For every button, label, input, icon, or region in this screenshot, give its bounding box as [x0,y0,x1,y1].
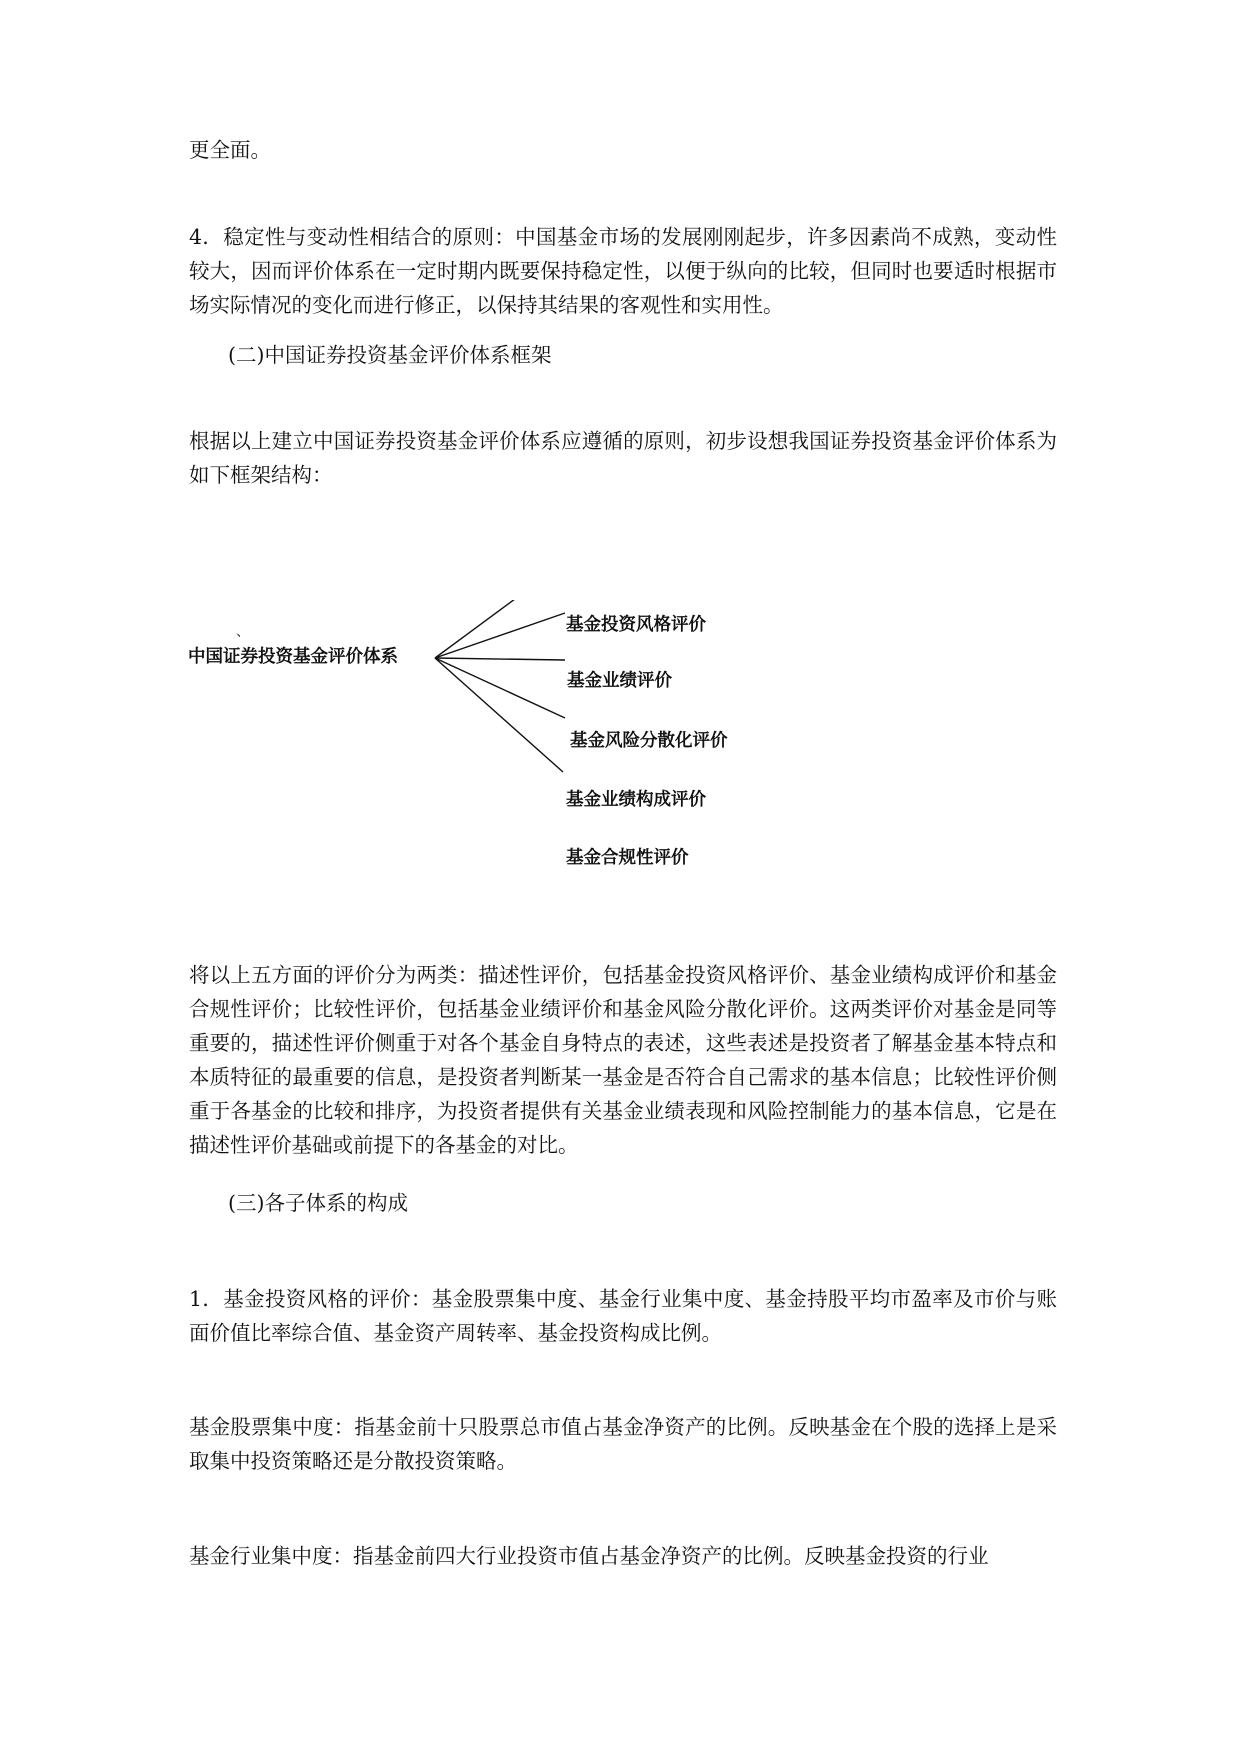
branch-line-2 [435,613,565,658]
branch-line-4 [435,658,565,718]
paragraph-continuation: 更全面。 [189,138,271,162]
section-heading-3: (三)各子体系的构成 [228,1191,408,1215]
paragraph-item-1: 1．基金投资风格的评价：基金股票集中度、基金行业集中度、基金持股平均市盈率及市价与账面价值比率综合值、基金资产周转率、基金投资构成比例。 [189,1287,1057,1345]
branch-line-5 [435,658,563,772]
branch-label-risk-diversification: 基金风险分散化评价 [570,731,728,751]
paragraph-two-categories: 将以上五方面的评价分为两类：描述性评价，包括基金投资风格评价、基金业绩构成评价和基金合规性评价；比较性评价，包括基金业绩评价和基金风险分散化评价。这两类评价对基金是同等重要的，描述性评价侧重于对各个基金自身特点的表述，这些表述是投资者了解基金基本特点和本质特征的最重要的信息，是投资者判断某一基金是否符合自己需求的基本信息；比较性评价侧重于各基金的比较和排序，为投资者提供有关基金业绩表现和风险控制能力的基本信息，它是在描述性评价基础或前提下的各基金的对比。 [189,963,1057,1157]
stray-mark: 、 [236,624,250,640]
section-heading-2: (二)中国证券投资基金评价体系框架 [228,343,552,367]
paragraph-principle-4: 4．稳定性与变动性相结合的原则：中国基金市场的发展刚刚起步，许多因素尚不成熟，变动性较大，因而评价体系在一定时期内既要保持稳定性，以便于纵向的比较，但同时也要适时根据市场实际情况的变化而进行修正，以保持其结果的客观性和实用性。 [189,225,1057,317]
branch-label-compliance: 基金合规性评价 [566,848,689,868]
paragraph-stock-concentration: 基金股票集中度：指基金前十只股票总市值占基金净资产的比例。反映基金在个股的选择上是采取集中投资策略还是分散投资策略。 [189,1415,1057,1473]
branch-line-3 [435,658,565,660]
branch-label-performance-attribution: 基金业绩构成评价 [566,790,706,810]
branch-label-investment-style: 基金投资风格评价 [566,615,706,635]
paragraph-framework-intro: 根据以上建立中国证券投资基金评价体系应遵循的原则，初步设想我国证券投资基金评价体系为如下框架结构： [189,429,1057,487]
paragraph-industry-concentration: 基金行业集中度：指基金前四大行业投资市值占基金净资产的比例。反映基金投资的行业 [189,1544,989,1568]
branch-label-performance: 基金业绩评价 [567,671,672,691]
diagram-root-label: 中国证券投资基金评价体系 [188,647,398,667]
branch-line-1 [435,600,561,658]
